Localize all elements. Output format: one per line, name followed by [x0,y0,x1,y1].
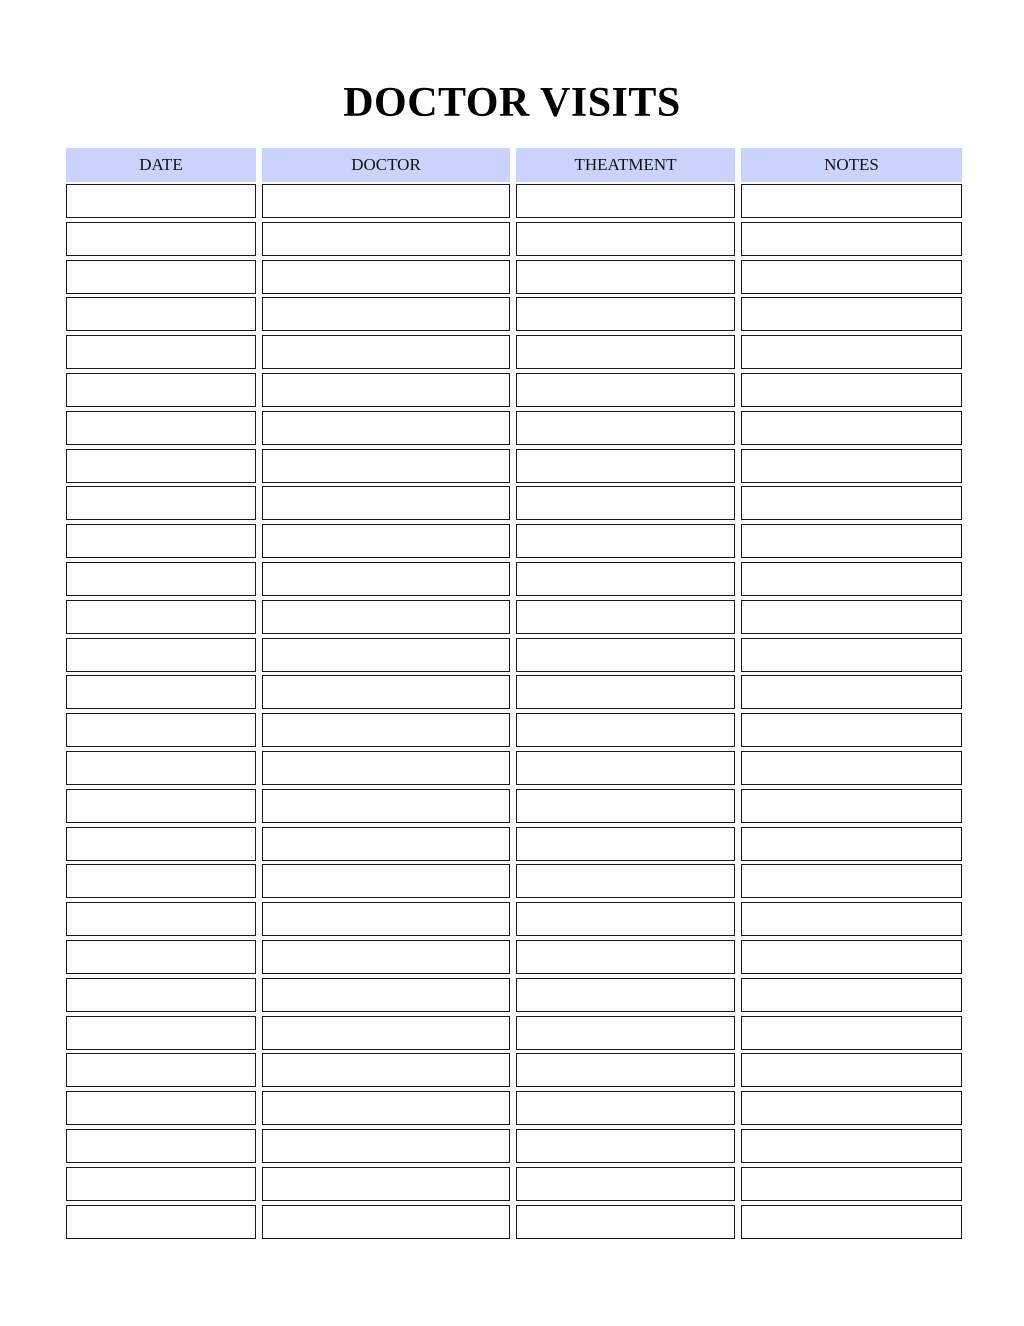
table-row [66,1205,962,1239]
date-cell[interactable] [66,524,256,558]
doctor-cell[interactable] [262,1167,510,1201]
date-cell[interactable] [66,751,256,785]
treatment-cell[interactable] [516,902,735,936]
treatment-cell[interactable] [516,713,735,747]
table-row [66,638,962,672]
doctor-cell[interactable] [262,449,510,483]
doctor-cell[interactable] [262,1129,510,1163]
notes-cell[interactable] [741,1205,962,1239]
date-cell[interactable] [66,486,256,520]
doctor-cell[interactable] [262,373,510,407]
doctor-cell[interactable] [262,222,510,256]
table-row [66,789,962,823]
doctor-cell[interactable] [262,1016,510,1050]
treatment-cell[interactable] [516,1091,735,1125]
doctor-cell[interactable] [262,1091,510,1125]
notes-cell[interactable] [741,260,962,294]
notes-cell[interactable] [741,297,962,331]
notes-cell[interactable] [741,827,962,861]
notes-cell[interactable] [741,789,962,823]
table-row [66,260,962,294]
doctor-cell[interactable] [262,562,510,596]
table-row [66,827,962,861]
treatment-cell[interactable] [516,1167,735,1201]
treatment-cell[interactable] [516,864,735,898]
treatment-cell[interactable] [516,827,735,861]
notes-cell[interactable] [741,222,962,256]
doctor-cell[interactable] [262,411,510,445]
table-row [66,411,962,445]
table-row [66,562,962,596]
treatment-cell[interactable] [516,751,735,785]
notes-cell[interactable] [741,1053,962,1087]
date-cell[interactable] [66,1016,256,1050]
doctor-cell[interactable] [262,675,510,709]
date-cell[interactable] [66,1091,256,1125]
date-cell[interactable] [66,373,256,407]
date-cell[interactable] [66,713,256,747]
date-cell[interactable] [66,562,256,596]
page-title: DOCTOR VISITS [343,80,681,126]
doctor-cell[interactable] [262,297,510,331]
date-cell[interactable] [66,940,256,974]
notes-cell[interactable] [741,562,962,596]
treatment-cell[interactable] [516,675,735,709]
notes-cell[interactable] [741,600,962,634]
notes-cell[interactable] [741,335,962,369]
treatment-cell[interactable] [516,373,735,407]
treatment-cell[interactable] [516,940,735,974]
treatment-cell[interactable] [516,638,735,672]
doctor-cell[interactable] [262,260,510,294]
doctor-cell[interactable] [262,1053,510,1087]
date-cell[interactable] [66,864,256,898]
date-cell[interactable] [66,1205,256,1239]
doctor-cell[interactable] [262,1205,510,1239]
doctor-cell[interactable] [262,184,510,218]
date-cell[interactable] [66,260,256,294]
date-cell[interactable] [66,902,256,936]
treatment-cell[interactable] [516,789,735,823]
treatment-cell[interactable] [516,297,735,331]
column-header-notes: NOTES [741,148,962,182]
doctor-cell[interactable] [262,864,510,898]
table-row [66,600,962,634]
notes-cell[interactable] [741,638,962,672]
notes-cell[interactable] [741,486,962,520]
table-row [66,486,962,520]
notes-cell[interactable] [741,1129,962,1163]
doctor-cell[interactable] [262,827,510,861]
table-row [66,222,962,256]
date-cell[interactable] [66,827,256,861]
doctor-cell[interactable] [262,940,510,974]
table-row [66,449,962,483]
date-cell[interactable] [66,411,256,445]
treatment-cell[interactable] [516,978,735,1012]
column-header-date: DATE [66,148,256,182]
notes-cell[interactable] [741,373,962,407]
table-row [66,713,962,747]
table-row [66,978,962,1012]
column-header-treatment: THEATMENT [516,148,735,182]
treatment-cell[interactable] [516,1053,735,1087]
doctor-cell[interactable] [262,335,510,369]
notes-cell[interactable] [741,864,962,898]
date-cell[interactable] [66,789,256,823]
date-cell[interactable] [66,1129,256,1163]
table-row [66,675,962,709]
notes-cell[interactable] [741,184,962,218]
table-row [66,1129,962,1163]
notes-cell[interactable] [741,713,962,747]
table-body [66,184,962,1239]
notes-cell[interactable] [741,524,962,558]
column-header-doctor: DOCTOR [262,148,510,182]
treatment-cell[interactable] [516,335,735,369]
table-row [66,297,962,331]
doctor-cell[interactable] [262,486,510,520]
table-row [66,864,962,898]
date-cell[interactable] [66,222,256,256]
treatment-cell[interactable] [516,260,735,294]
notes-cell[interactable] [741,1167,962,1201]
table-row [66,1091,962,1125]
date-cell[interactable] [66,335,256,369]
notes-cell[interactable] [741,751,962,785]
treatment-cell[interactable] [516,411,735,445]
doctor-cell[interactable] [262,978,510,1012]
table-row [66,335,962,369]
notes-cell[interactable] [741,675,962,709]
treatment-cell[interactable] [516,222,735,256]
date-cell[interactable] [66,184,256,218]
doctor-cell[interactable] [262,789,510,823]
date-cell[interactable] [66,1053,256,1087]
table-row [66,1053,962,1087]
treatment-cell[interactable] [516,524,735,558]
table-row [66,1167,962,1201]
notes-cell[interactable] [741,1091,962,1125]
date-cell[interactable] [66,638,256,672]
treatment-cell[interactable] [516,184,735,218]
notes-cell[interactable] [741,411,962,445]
date-cell[interactable] [66,600,256,634]
treatment-cell[interactable] [516,562,735,596]
table-row [66,373,962,407]
table-header [66,148,962,182]
date-cell[interactable] [66,1167,256,1201]
date-cell[interactable] [66,675,256,709]
treatment-cell[interactable] [516,600,735,634]
doctor-cell[interactable] [262,638,510,672]
table-row [66,751,962,785]
notes-cell[interactable] [741,940,962,974]
date-cell[interactable] [66,297,256,331]
notes-cell[interactable] [741,449,962,483]
notes-cell[interactable] [741,978,962,1012]
visits-table [66,148,962,1242]
doctor-cell[interactable] [262,751,510,785]
doctor-cell[interactable] [262,902,510,936]
doctor-cell[interactable] [262,600,510,634]
notes-cell[interactable] [741,1016,962,1050]
treatment-cell[interactable] [516,1016,735,1050]
date-cell[interactable] [66,449,256,483]
notes-cell[interactable] [741,902,962,936]
doctor-cell[interactable] [262,524,510,558]
table-row [66,184,962,218]
treatment-cell[interactable] [516,1205,735,1239]
treatment-cell[interactable] [516,449,735,483]
table-row [66,1016,962,1050]
table-row [66,902,962,936]
doctor-cell[interactable] [262,713,510,747]
date-cell[interactable] [66,978,256,1012]
table-row [66,524,962,558]
treatment-cell[interactable] [516,1129,735,1163]
table-row [66,940,962,974]
treatment-cell[interactable] [516,486,735,520]
